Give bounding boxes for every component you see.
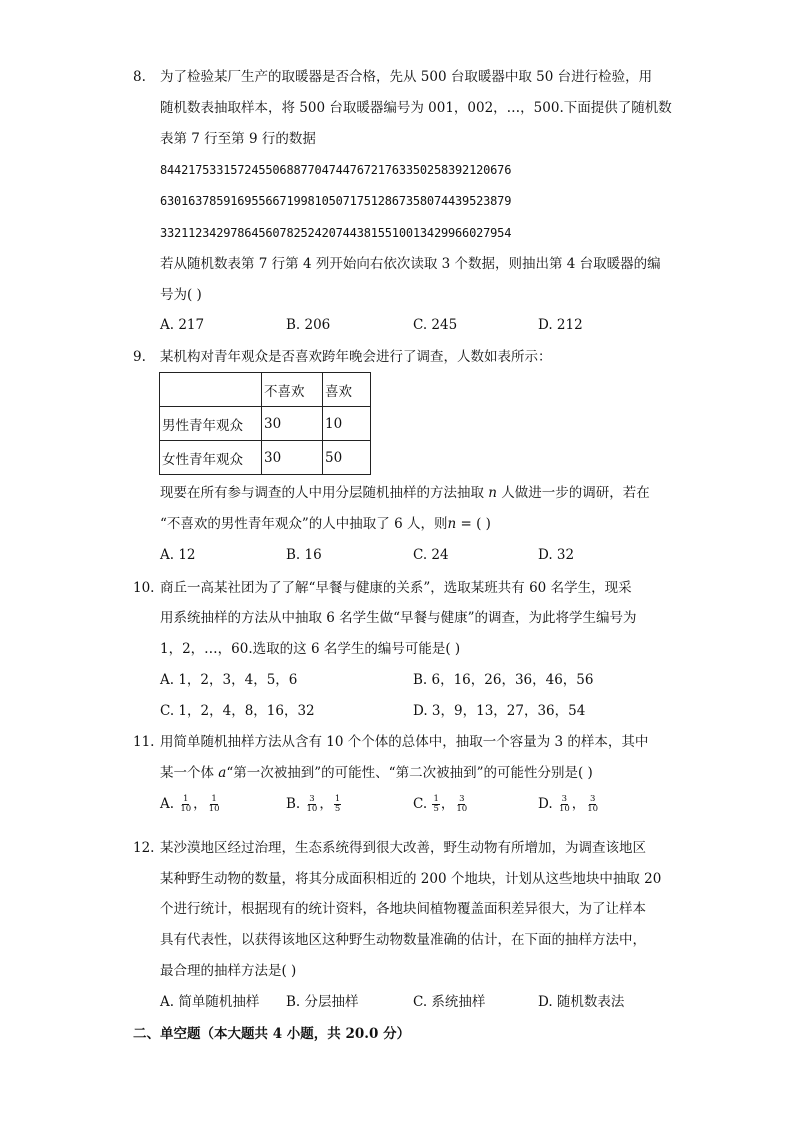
separator: ， — [440, 796, 455, 812]
denominator: 10 — [456, 804, 468, 814]
q11-number: 11. — [133, 734, 155, 750]
q8-text-line-4: 若从随机数表第 7 行第 4 列开始向右依次读取 3 个数据，则抽出第 4 台取暖器的编 — [160, 256, 661, 272]
q11-text-part: “第一次被抽到”的可能性、“第二次被抽到”的可能性分别是( ) — [226, 765, 593, 781]
table-cell — [160, 373, 262, 407]
q12-option-a: A. 简单随机抽样 — [160, 994, 260, 1010]
q9-option-d: D. 32 — [538, 547, 575, 563]
q12-option-c: C. 系统抽样 — [413, 994, 486, 1010]
q8-option-d: D. 212 — [538, 317, 583, 333]
denominator: 5 — [334, 804, 341, 814]
q8-option-a: A. 217 — [160, 317, 205, 333]
q9-survey-table — [159, 372, 371, 475]
numerator: 1 — [183, 794, 189, 804]
q9-number: 9. — [133, 349, 146, 365]
table-row — [160, 407, 371, 441]
q12-text-line-3: 个进行统计，根据现有的统计资料，各地块间植物覆盖面积差异很大，为了让样本 — [160, 901, 646, 917]
q10-text-line-1: 商丘一高某社团为了了解“早餐与健康的关系”，选取某班共有 60 名学生，现采 — [160, 580, 632, 596]
q10-option-a: A. 1，2，3，4，5，6 — [160, 672, 298, 688]
q8-random-row-7: 84421753315724550688770474476721763350258392120676 — [160, 163, 512, 177]
q11-text-line-1: 用简单随机抽样方法从含有 10 个个体的总体中，抽取一个容量为 3 的样本，其中 — [160, 734, 649, 750]
q11-option-d — [538, 795, 600, 814]
option-label: A. — [160, 796, 175, 812]
denominator: 10 — [306, 804, 318, 814]
q9-text-part: 人做进一步的调研，若在 — [501, 485, 650, 501]
numerator: 1 — [334, 794, 341, 804]
fraction — [208, 795, 221, 814]
q10-number: 10. — [133, 580, 155, 596]
q8-option-c: C. 245 — [413, 317, 458, 333]
variable-n: n — [488, 485, 497, 501]
table-header-row — [160, 373, 371, 407]
q10-option-c: C. 1，2，4，8，16，32 — [160, 703, 315, 719]
q12-text-line-2: 某种野生动物的数量，将其分成面积相近的 200 个地块，计划从这些地块中抽取 20 — [160, 871, 662, 887]
denominator: 10 — [208, 804, 220, 814]
q11-option-c — [413, 795, 469, 814]
denominator: 10 — [180, 804, 192, 814]
denominator: 10 — [587, 804, 599, 814]
q8-option-b: B. 206 — [286, 317, 331, 333]
numerator: 3 — [309, 794, 315, 804]
separator: ， — [319, 796, 333, 812]
q9-text-line-3 — [160, 515, 491, 533]
q8-random-row-8: 63016378591695566719981050717512867358074439523879 — [160, 194, 512, 208]
q9-option-b: B. 16 — [286, 547, 322, 563]
q8-text-line-1: 为了检验某厂生产的取暖器是否合格，先从 500 台取暖器中取 50 台进行检验，用 — [160, 69, 653, 85]
numerator: 3 — [589, 794, 596, 804]
q8-number: 8. — [133, 69, 146, 85]
q12-text-line-5: 最合理的抽样方法是( ) — [160, 963, 297, 979]
q12-option-d: D. 随机数表法 — [538, 994, 625, 1010]
q8-text-line-3: 表第 7 行至第 9 行的数据 — [160, 131, 316, 147]
q12-number: 12. — [133, 840, 155, 856]
q9-text-part: “不喜欢的男性青年观众”的人中抽取了 6 人，则 — [160, 516, 448, 532]
numerator: 1 — [211, 794, 217, 804]
q12-text-line-1: 某沙漠地区经过治理，生态系统得到很大改善，野生动物有所增加，为调查该地区 — [160, 840, 646, 856]
table-cell: 男性青年观众 — [160, 407, 262, 441]
numerator: 3 — [459, 794, 465, 804]
q9-text-line-1: 某机构对青年观众是否喜欢跨年晚会进行了调查，人数如表所示： — [160, 349, 552, 365]
q11-option-b — [286, 795, 342, 814]
table-cell: 50 — [323, 441, 371, 475]
q12-option-b: B. 分层抽样 — [286, 994, 359, 1010]
q11-option-a — [160, 795, 222, 814]
q10-text-line-2: 用系统抽样的方法从中抽取 6 名学生做“早餐与健康”的调查，为此将学生编号为 — [160, 610, 637, 626]
q9-text-part: = ( ) — [456, 516, 491, 532]
fraction — [306, 795, 319, 814]
numerator: 1 — [433, 794, 439, 804]
table-row — [160, 441, 371, 475]
q10-option-b: B. 6，16，26，36，46，56 — [413, 672, 594, 688]
numerator: 3 — [561, 794, 568, 804]
fraction — [334, 795, 341, 814]
fraction — [179, 795, 192, 814]
table-cell: 30 — [262, 407, 323, 441]
denominator: 5 — [433, 804, 439, 814]
table-cell: 女性青年观众 — [160, 441, 262, 475]
variable-a: a — [218, 765, 227, 781]
q8-random-row-9: 33211234297864560782524207443815510013429966027954 — [160, 226, 512, 240]
fraction — [558, 795, 571, 814]
option-label: B. — [286, 796, 301, 812]
q9-text-part: 现要在所有参与调查的人中用分层随机抽样的方法抽取 — [160, 485, 484, 501]
separator: ， — [193, 796, 207, 812]
table-cell: 不喜欢 — [262, 373, 323, 407]
q11-text-line-2 — [160, 764, 593, 782]
denominator: 10 — [558, 804, 570, 814]
separator: ， — [571, 796, 586, 812]
q9-text-line-2 — [160, 484, 650, 502]
table-cell: 30 — [262, 441, 323, 475]
table-cell: 喜欢 — [323, 373, 371, 407]
fraction — [586, 795, 599, 814]
option-label: C. — [413, 796, 428, 812]
q10-text-line-3: 1，2，…，60.选取的这 6 名学生的编号可能是( ) — [160, 641, 461, 657]
q12-text-line-4: 具有代表性，以获得该地区这种野生动物数量准确的估计，在下面的抽样方法中， — [160, 932, 646, 948]
section-title: 二、单空题（本大题共 4 小题，共 20.0 分） — [133, 1026, 411, 1042]
table-cell: 10 — [323, 407, 371, 441]
fraction — [455, 795, 468, 814]
q9-option-a: A. 12 — [160, 547, 196, 563]
q9-option-c: C. 24 — [413, 547, 449, 563]
q11-text-part: 某一个体 — [160, 765, 214, 781]
fraction — [432, 795, 439, 814]
option-label: D. — [538, 796, 553, 812]
q8-text-line-5: 号为( ) — [160, 287, 202, 303]
q8-text-line-2: 随机数表抽取样本，将 500 台取暖器编号为 001，002，…，500.下面提供了随机数 — [160, 100, 672, 116]
q10-option-d: D. 3，9，13，27，36，54 — [413, 703, 586, 719]
variable-n: n — [447, 516, 457, 532]
